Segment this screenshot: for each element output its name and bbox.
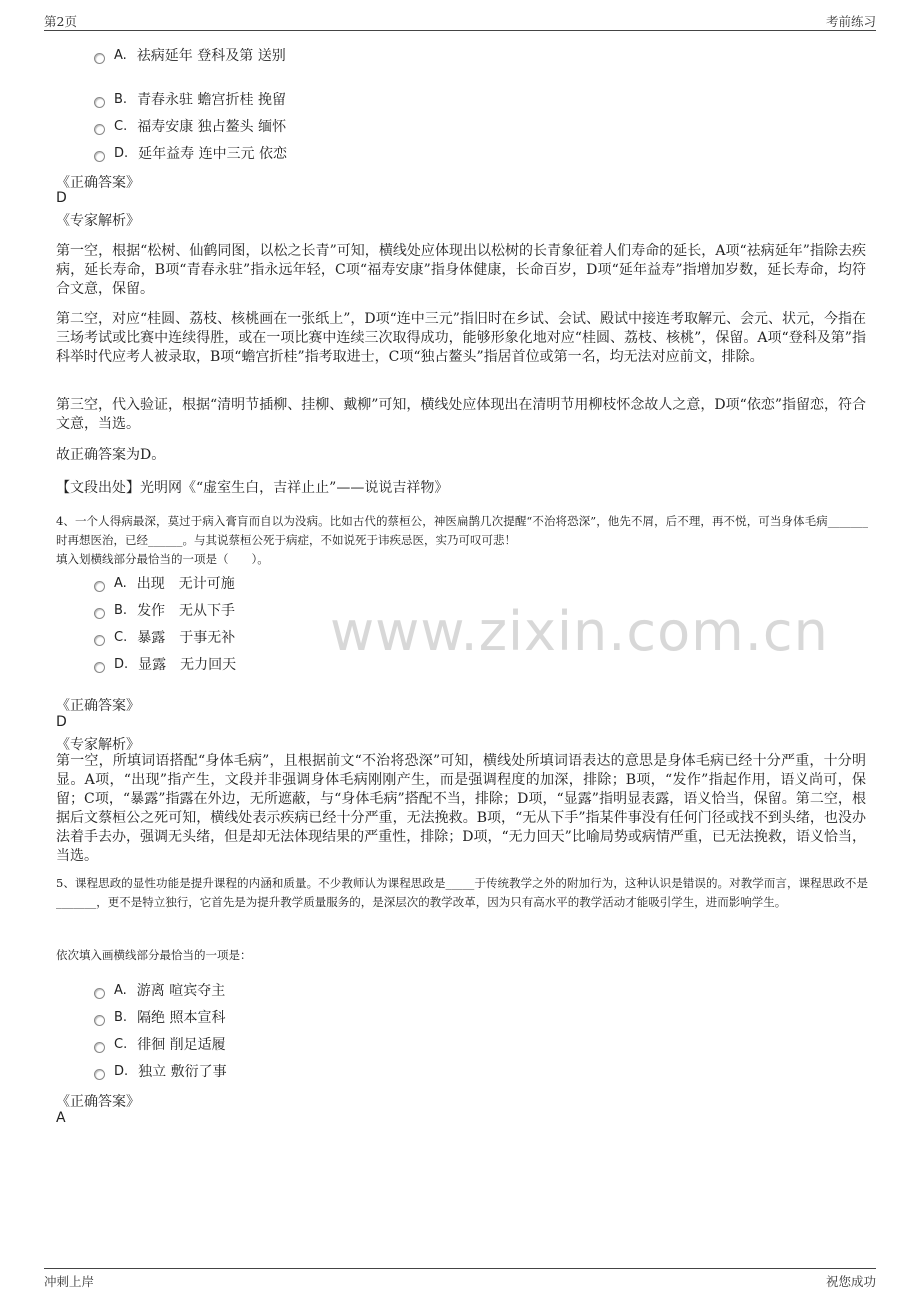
q4-instruction: 填入划横线部分最恰当的一项是（ ）。: [56, 552, 269, 566]
q5-answer: A: [56, 1110, 66, 1126]
radio-icon[interactable]: [94, 608, 105, 619]
q4-analysis: 第一空，所填词语搭配“身体毛病”，且根据前文“不治将恐深”可知，横线处所填词语表达的意思是身体毛病已经十分严重，十分明显。A项，“出现”指产生，文段并非强调身体毛病刚刚产生，而是强调程度的加深，排除；B项，“发作”指起作用，语义尚可，保留；C项，“暴露”指露在外边，无所遮蔽，与“身体毛病”搭配不当，排除；D项，“显露”指明显表露，语义恰当，保留。第二空，根据后文蔡桓公之死可知，横线处表示疾病已经十分严重，无法挽救。B项，“无从下手”指某件事没有任何门径或找不到头绪，也没办法着手去办，强调无头绪，但是却无法体现结果的严重性，排除；D项，“无力回天”比喻局势或病情严重，已无法挽救，语义恰当，当选。: [56, 753, 866, 864]
radio-icon[interactable]: [94, 581, 105, 592]
option-letter: A.: [114, 982, 127, 998]
q5-option-b[interactable]: [94, 1006, 226, 1028]
option-text: 游离 喧宾夺主: [136, 983, 226, 999]
radio-icon[interactable]: [94, 1015, 105, 1026]
option-letter: A.: [114, 575, 127, 591]
option-text: 徘徊 削足适履: [137, 1037, 226, 1053]
page-header: [44, 12, 876, 31]
q3-option-a[interactable]: [94, 44, 286, 66]
option-text: 出现 无计可施: [136, 576, 235, 592]
radio-icon[interactable]: [94, 662, 105, 673]
q3-answer-label: 《正确答案》: [56, 175, 140, 191]
option-text: 暴露 于事无补: [137, 630, 236, 646]
option-text: 发作 无从下手: [137, 603, 236, 619]
radio-icon[interactable]: [94, 635, 105, 646]
q3-option-c[interactable]: [94, 115, 286, 137]
watermark: www.zixin.com.cn: [330, 600, 829, 663]
q3-source: 【文段出处】光明网《“虚室生白，吉祥止止”——说说吉祥物》: [56, 480, 449, 496]
option-text: 显露 无力回天: [138, 657, 237, 673]
q5-option-d[interactable]: [94, 1060, 227, 1082]
header-title: 考前练习: [825, 14, 876, 29]
q4-stem: 4、一个人得病最深，莫过于病入膏肓而自以为没病。比如古代的蔡桓公，神医扁鹊几次提醒“不治将恐深”，他先不屑，后不理，再不悦，可当身体毛病_______时再想医治，已经______。与其说蔡桓公死于病症，不如说死于讳疾忌医，实乃可叹可悲！: [56, 514, 868, 547]
option-letter: D.: [114, 145, 129, 161]
q4-answer-label: 《正确答案》: [56, 698, 140, 714]
option-letter: D.: [114, 656, 129, 672]
option-text: 隔绝 照本宣科: [137, 1010, 226, 1026]
option-letter: C.: [114, 118, 128, 134]
radio-icon[interactable]: [94, 1042, 105, 1053]
q5-instruction: 依次填入画横线部分最恰当的一项是：: [56, 948, 252, 962]
q3-option-d[interactable]: [94, 142, 287, 164]
option-letter: D.: [114, 1063, 129, 1079]
q4-option-a[interactable]: [94, 572, 235, 594]
q4-option-d[interactable]: [94, 653, 236, 675]
q3-option-b[interactable]: [94, 88, 286, 110]
q5-option-c[interactable]: [94, 1033, 226, 1055]
option-letter: C.: [114, 1036, 128, 1052]
q4-analysis-label: 《专家解析》: [56, 737, 140, 753]
radio-icon[interactable]: [94, 988, 105, 999]
radio-icon[interactable]: [94, 151, 105, 162]
radio-icon[interactable]: [94, 97, 105, 108]
option-letter: B.: [114, 602, 128, 618]
q3-analysis-p4: 故正确答案为D。: [56, 447, 166, 463]
footer-right-text: 祝您成功: [825, 1274, 876, 1289]
option-letter: A.: [114, 47, 127, 63]
q3-analysis-p3: 第三空，代入验证，根据“清明节插柳、挂柳、戴柳”可知，横线处应体现出在清明节用柳枝怀念故人之意，D项“依恋”指留恋，符合文意，当选。: [56, 397, 866, 432]
q3-analysis-p2: 第二空，对应“桂圆、荔枝、核桃画在一张纸上”，D项“连中三元”指旧时在乡试、会试、殿试中接连考取解元、会元、状元，今指在三场考试或比赛中连续得胜，或在一项比赛中连续三次取得成功，能够形象化地对应“桂圆、荔枝、核桃”，保留。A项“登科及第”指科举时代应考人被录取，B项“蟾宫折桂”指考取进士，C项“独占鳌头”指居首位或第一名，均无法对应前文，排除。: [56, 311, 866, 365]
q3-analysis-label: 《专家解析》: [56, 213, 140, 229]
radio-icon[interactable]: [94, 124, 105, 135]
option-text: 祛病延年 登科及第 送别: [136, 48, 286, 64]
q3-answer: D: [56, 190, 67, 206]
page-footer: [44, 1268, 876, 1290]
q5-stem: 5、课程思政的显性功能是提升课程的内涵和质量。不少教师认为课程思政是_____于传统教学之外的附加行为，这种认识是错误的。对教学而言，课程思政不是_______，更不是特立独行，它首先是为提升教学质量服务的，是深层次的教学改革，因为只有高水平的教学活动才能吸引学生，进而影响学生。: [56, 876, 868, 909]
option-text: 延年益寿 连中三元 依恋: [138, 146, 288, 162]
q4-option-b[interactable]: [94, 599, 235, 621]
option-letter: C.: [114, 629, 128, 645]
option-letter: B.: [114, 1009, 128, 1025]
option-letter: B.: [114, 91, 128, 107]
q3-analysis-p1: 第一空，根据“松树、仙鹤同图，以松之长青”可知，横线处应体现出以松树的长青象征着人们寿命的延长，A项“祛病延年”指除去疾病，延长寿命，B项“青春永驻”指永远年轻，C项“福寿安康”指身体健康，长命百岁，D项“延年益寿”指增加岁数，延长寿命，均符合文意，保留。: [56, 243, 866, 297]
radio-icon[interactable]: [94, 53, 105, 64]
q4-answer: D: [56, 714, 67, 730]
page-number: 第2页: [44, 14, 77, 29]
radio-icon[interactable]: [94, 1069, 105, 1080]
q5-answer-label: 《正确答案》: [56, 1094, 140, 1110]
q5-option-a[interactable]: [94, 979, 225, 1001]
q4-option-c[interactable]: [94, 626, 235, 648]
footer-left-text: 冲刺上岸: [44, 1274, 95, 1289]
option-text: 独立 敷衍了事: [138, 1064, 227, 1080]
option-text: 青春永驻 蟾宫折桂 挽留: [137, 92, 286, 108]
option-text: 福寿安康 独占鳌头 缅怀: [137, 119, 287, 135]
